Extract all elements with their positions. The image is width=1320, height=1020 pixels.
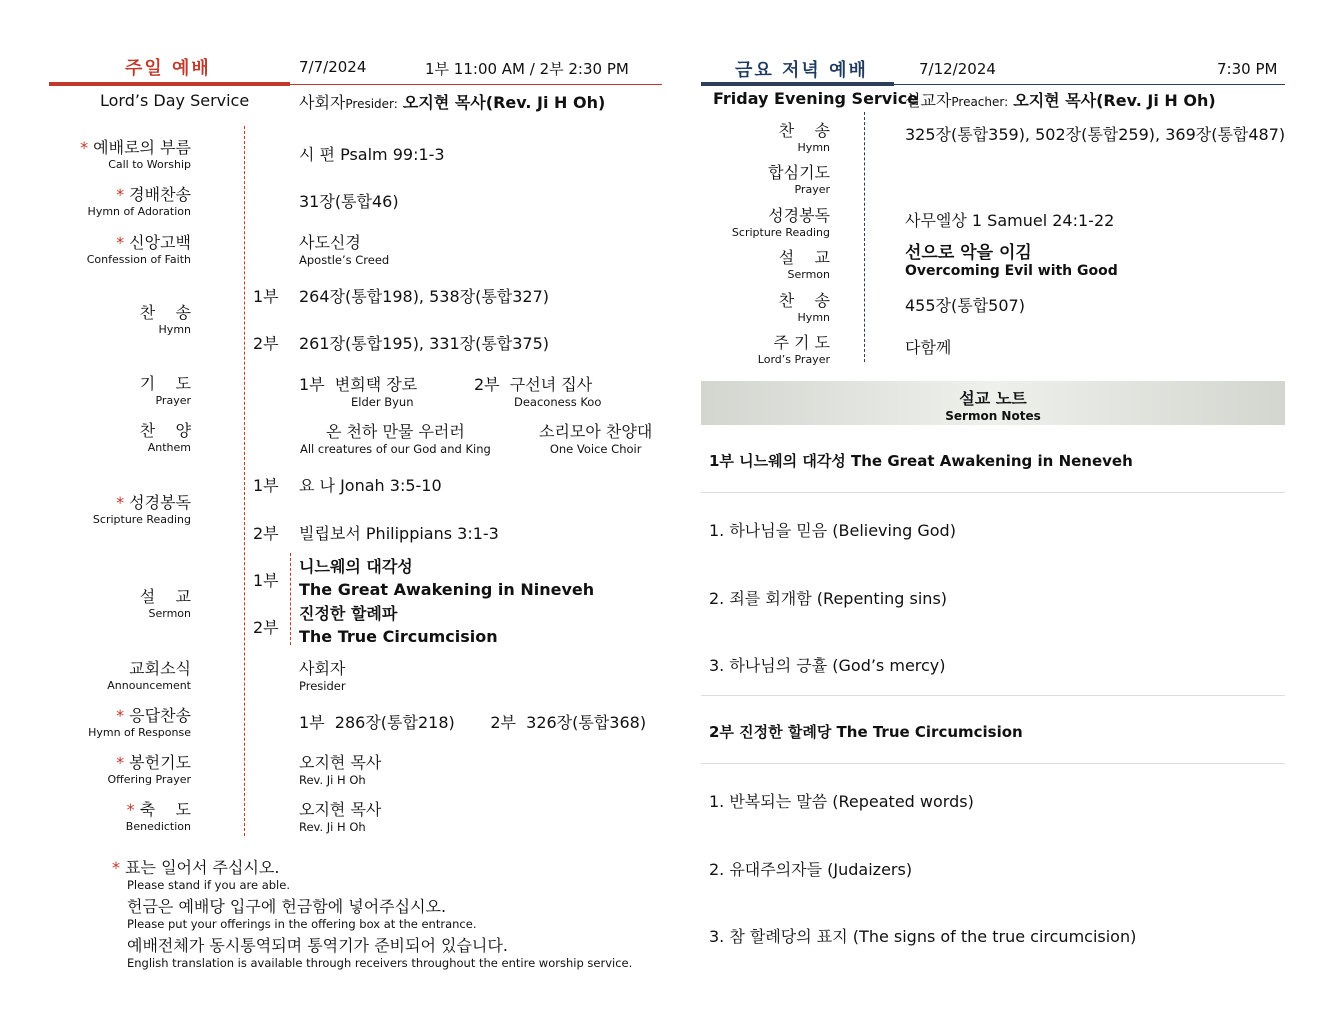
fri-sermon-value: 선으로 악을 이김 Overcoming Evil with Good bbox=[905, 243, 1118, 279]
label-hymn: 찬 송 Hymn bbox=[139, 303, 191, 336]
hymn-part2: 2부 bbox=[253, 334, 279, 353]
fri-label-hymn2: 찬 송 Hymn bbox=[778, 291, 830, 324]
faith-value: 사도신경 Apostle’s Creed bbox=[299, 233, 390, 267]
hymn-part1: 1부 bbox=[253, 287, 279, 306]
notes-rule bbox=[701, 763, 1285, 764]
label-anthem: 찬 양 Anthem bbox=[139, 421, 191, 454]
fri-label-lords: 주 기 도 Lord’s Prayer bbox=[757, 333, 830, 366]
sunday-service-en: Lord’s Day Service bbox=[100, 91, 250, 110]
friday-divider bbox=[864, 112, 865, 362]
hymn-value-2: 261장(통합195), 331장(통합375) bbox=[299, 334, 550, 353]
presider-label-en: Presider: bbox=[345, 97, 398, 111]
label-scripture: * 성경봉독 Scripture Reading bbox=[92, 493, 191, 526]
fri-label-prayer: 합심기도 Prayer bbox=[768, 163, 830, 196]
notes-s1-point: 3. 하나님의 긍휼 (God’s mercy) bbox=[709, 656, 946, 675]
friday-service-en: Friday Evening Service bbox=[713, 89, 919, 108]
label-prayer: 기 도 Prayer bbox=[139, 374, 191, 407]
label-response: * 응답찬송 Hymn of Response bbox=[88, 706, 191, 739]
label-benediction: * 축 도 Benediction bbox=[125, 800, 191, 833]
anthem-value-1: 온 천하 만물 우러러 All creatures of our God and King bbox=[300, 422, 491, 456]
friday-title: 금요 저녁 예배 bbox=[735, 60, 868, 81]
fri-label-scripture: 성경봉독 Scripture Reading bbox=[731, 206, 830, 239]
friday-rule bbox=[894, 84, 1285, 85]
presider-name: 오지현 목사(Rev. Ji H Oh) bbox=[402, 93, 606, 112]
label-sermon: 설 교 Sermon bbox=[139, 587, 191, 620]
announce-value: 사회자 Presider bbox=[299, 659, 346, 693]
fri-hymn1-value: 325장(통합359), 502장(통합259), 369장(통합487) bbox=[905, 125, 1286, 144]
notes-s2-point: 2. 유대주의자들 (Judaizers) bbox=[709, 860, 913, 879]
sermon-divider bbox=[290, 553, 291, 645]
notes-s2-point: 3. 참 할례당의 표지 (The signs of the true circumcision) bbox=[709, 927, 1137, 946]
adoration-value: 31장(통합46) bbox=[299, 192, 399, 211]
sermon-value-1: 니느웨의 대각성 The Great Awakening in Nineveh bbox=[299, 557, 595, 599]
notes-s1-point: 1. 하나님을 믿음 (Believing God) bbox=[709, 521, 956, 540]
fri-scripture-value: 사무엘상 1 Samuel 24:1-22 bbox=[905, 211, 1115, 230]
sunday-times: 1부 11:00 AM / 2부 2:30 PM bbox=[425, 60, 629, 78]
notes-header: 설교 노트 Sermon Notes bbox=[945, 389, 1041, 423]
notes-s2-point: 1. 반복되는 말씀 (Repeated words) bbox=[709, 792, 974, 811]
sunday-title: 주일 예배 bbox=[125, 58, 211, 79]
presider-label-ko: 사회자 bbox=[299, 93, 346, 112]
benediction-value: 오지현 목사 Rev. Ji H Oh bbox=[299, 800, 382, 834]
fri-lords-value: 다함께 bbox=[905, 338, 952, 357]
scripture-part2: 2부 bbox=[253, 524, 279, 543]
notes-rule bbox=[701, 492, 1285, 493]
scripture-value-1: 요 나 Jonah 3:5-10 bbox=[299, 476, 442, 495]
offering-value: 오지현 목사 Rev. Ji H Oh bbox=[299, 753, 382, 787]
sunday-divider bbox=[244, 126, 245, 836]
prayer-value-2: 2부 구선녀 집사 Deaconess Koo bbox=[474, 375, 602, 409]
friday-time: 7:30 PM bbox=[1217, 60, 1278, 78]
notes-s1-point: 2. 죄를 회개함 (Repenting sins) bbox=[709, 589, 948, 608]
sunday-presider bbox=[299, 90, 605, 113]
notes-rule bbox=[701, 695, 1285, 696]
call-value: 시 편 Psalm 99:1-3 bbox=[299, 145, 445, 164]
sermon-part1: 1부 bbox=[253, 571, 279, 590]
sermon-value-2: 진정한 할례파 The True Circumcision bbox=[299, 604, 498, 646]
sunday-rule bbox=[290, 84, 662, 85]
hymn-value-1: 264장(통합198), 538장(통합327) bbox=[299, 287, 550, 306]
notes-s1-title: 1부 니느웨의 대각성 The Great Awakening in Neneveh bbox=[709, 452, 1133, 470]
note-translation: 예배전체가 동시통역되며 통역기가 준비되어 있습니다. English translation is available through receivers throughout the entire worship service. bbox=[127, 936, 633, 970]
label-offering: * 봉헌기도 Offering Prayer bbox=[107, 753, 191, 786]
label-adoration: * 경배찬송 Hymn of Adoration bbox=[87, 185, 191, 218]
note-offering: 헌금은 예배당 입구에 헌금함에 넣어주십시오. Please put your offerings in the offering box at the entrance. bbox=[127, 897, 477, 931]
friday-labels bbox=[700, 0, 830, 400]
sunday-date: 7/7/2024 bbox=[299, 58, 367, 76]
friday-date: 7/12/2024 bbox=[919, 60, 996, 78]
fri-label-hymn1: 찬 송 Hymn bbox=[778, 121, 830, 154]
prayer-value-1: 1부 변희택 장로 Elder Byun bbox=[299, 375, 418, 409]
fri-label-sermon: 설 교 Sermon bbox=[778, 248, 830, 281]
fri-hymn2-value: 455장(통합507) bbox=[905, 296, 1025, 315]
scripture-part1: 1부 bbox=[253, 476, 279, 495]
friday-preacher: 설교자Preacher: 오지현 목사(Rev. Ji H Oh) bbox=[905, 91, 1216, 110]
anthem-value-2: 소리모아 찬양대 One Voice Choir bbox=[539, 422, 653, 456]
scripture-value-2: 빌립보서 Philippians 3:1-3 bbox=[299, 524, 499, 543]
response-value: 1부 286장(통합218) 2부 326장(통합368) bbox=[299, 713, 647, 732]
note-stand: * 표는 일어서 주십시오. Please stand if you are able. bbox=[112, 858, 290, 892]
notes-s2-title: 2부 진정한 할례당 The True Circumcision bbox=[709, 723, 1023, 741]
label-call: * 예배로의 부름 Call to Worship bbox=[80, 138, 191, 171]
label-faith: * 신앙고백 Confession of Faith bbox=[86, 233, 191, 266]
sermon-part2: 2부 bbox=[253, 618, 279, 637]
label-announce: 교회소식 Announcement bbox=[107, 659, 191, 692]
